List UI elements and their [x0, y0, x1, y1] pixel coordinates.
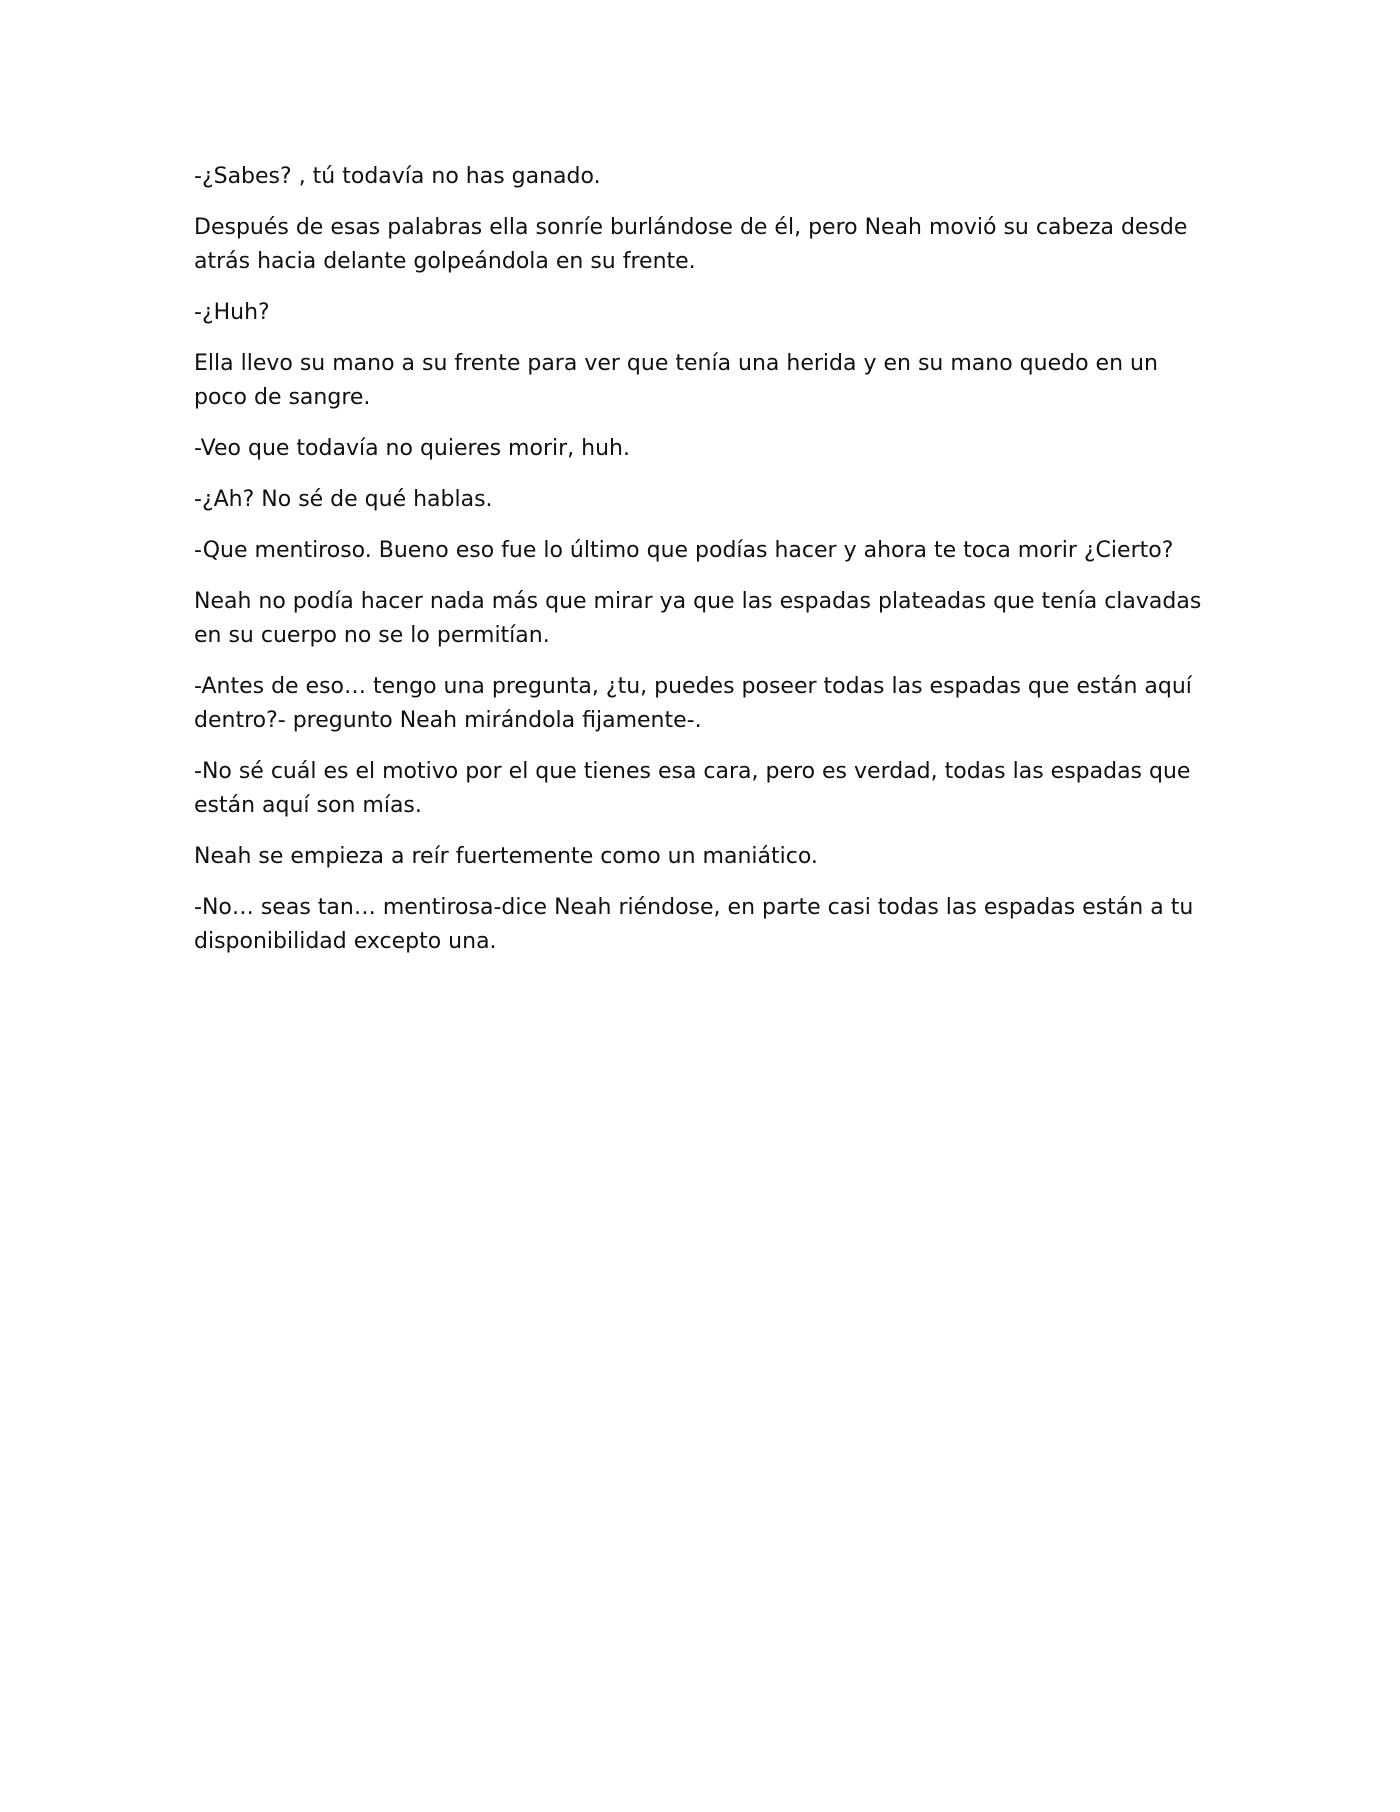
paragraph: Neah se empieza a reír fuertemente como un maniático.	[194, 844, 818, 869]
document-body	[194, 160, 1214, 976]
paragraph: -No sé cuál es el motivo por el que tienes esa cara, pero es verdad, todas las espadas que están aquí son mías.	[194, 759, 1191, 818]
paragraph: Después de esas palabras ella sonríe burlándose de él, pero Neah movió su cabeza desde atrás hacia delante golpeándola en su frente.	[194, 215, 1188, 274]
paragraph: -Antes de eso… tengo una pregunta, ¿tu, puedes poseer todas las espadas que están aquí dentro?- pregunto Neah mirándola fijamente-.	[194, 674, 1192, 733]
paragraph: -¿Sabes? , tú todavía no has ganado.	[194, 164, 601, 189]
paragraph: -¿Ah? No sé de qué hablas.	[194, 487, 493, 512]
paragraph: -Veo que todavía no quieres morir, huh.	[194, 436, 630, 461]
paragraph: Ella llevo su mano a su frente para ver que tenía una herida y en su mano quedo en un poco de sangre.	[194, 351, 1158, 410]
paragraph: -Que mentiroso. Bueno eso fue lo último que podías hacer y ahora te toca morir ¿Cierto?	[194, 538, 1174, 563]
paragraph: Neah no podía hacer nada más que mirar ya que las espadas plateadas que tenía clavadas en su cuerpo no se lo permitían.	[194, 589, 1202, 648]
paragraph: -¿Huh?	[194, 300, 270, 325]
paragraph: -No… seas tan… mentirosa-dice Neah riéndose, en parte casi todas las espadas están a tu disponibilidad excepto una.	[194, 895, 1194, 954]
